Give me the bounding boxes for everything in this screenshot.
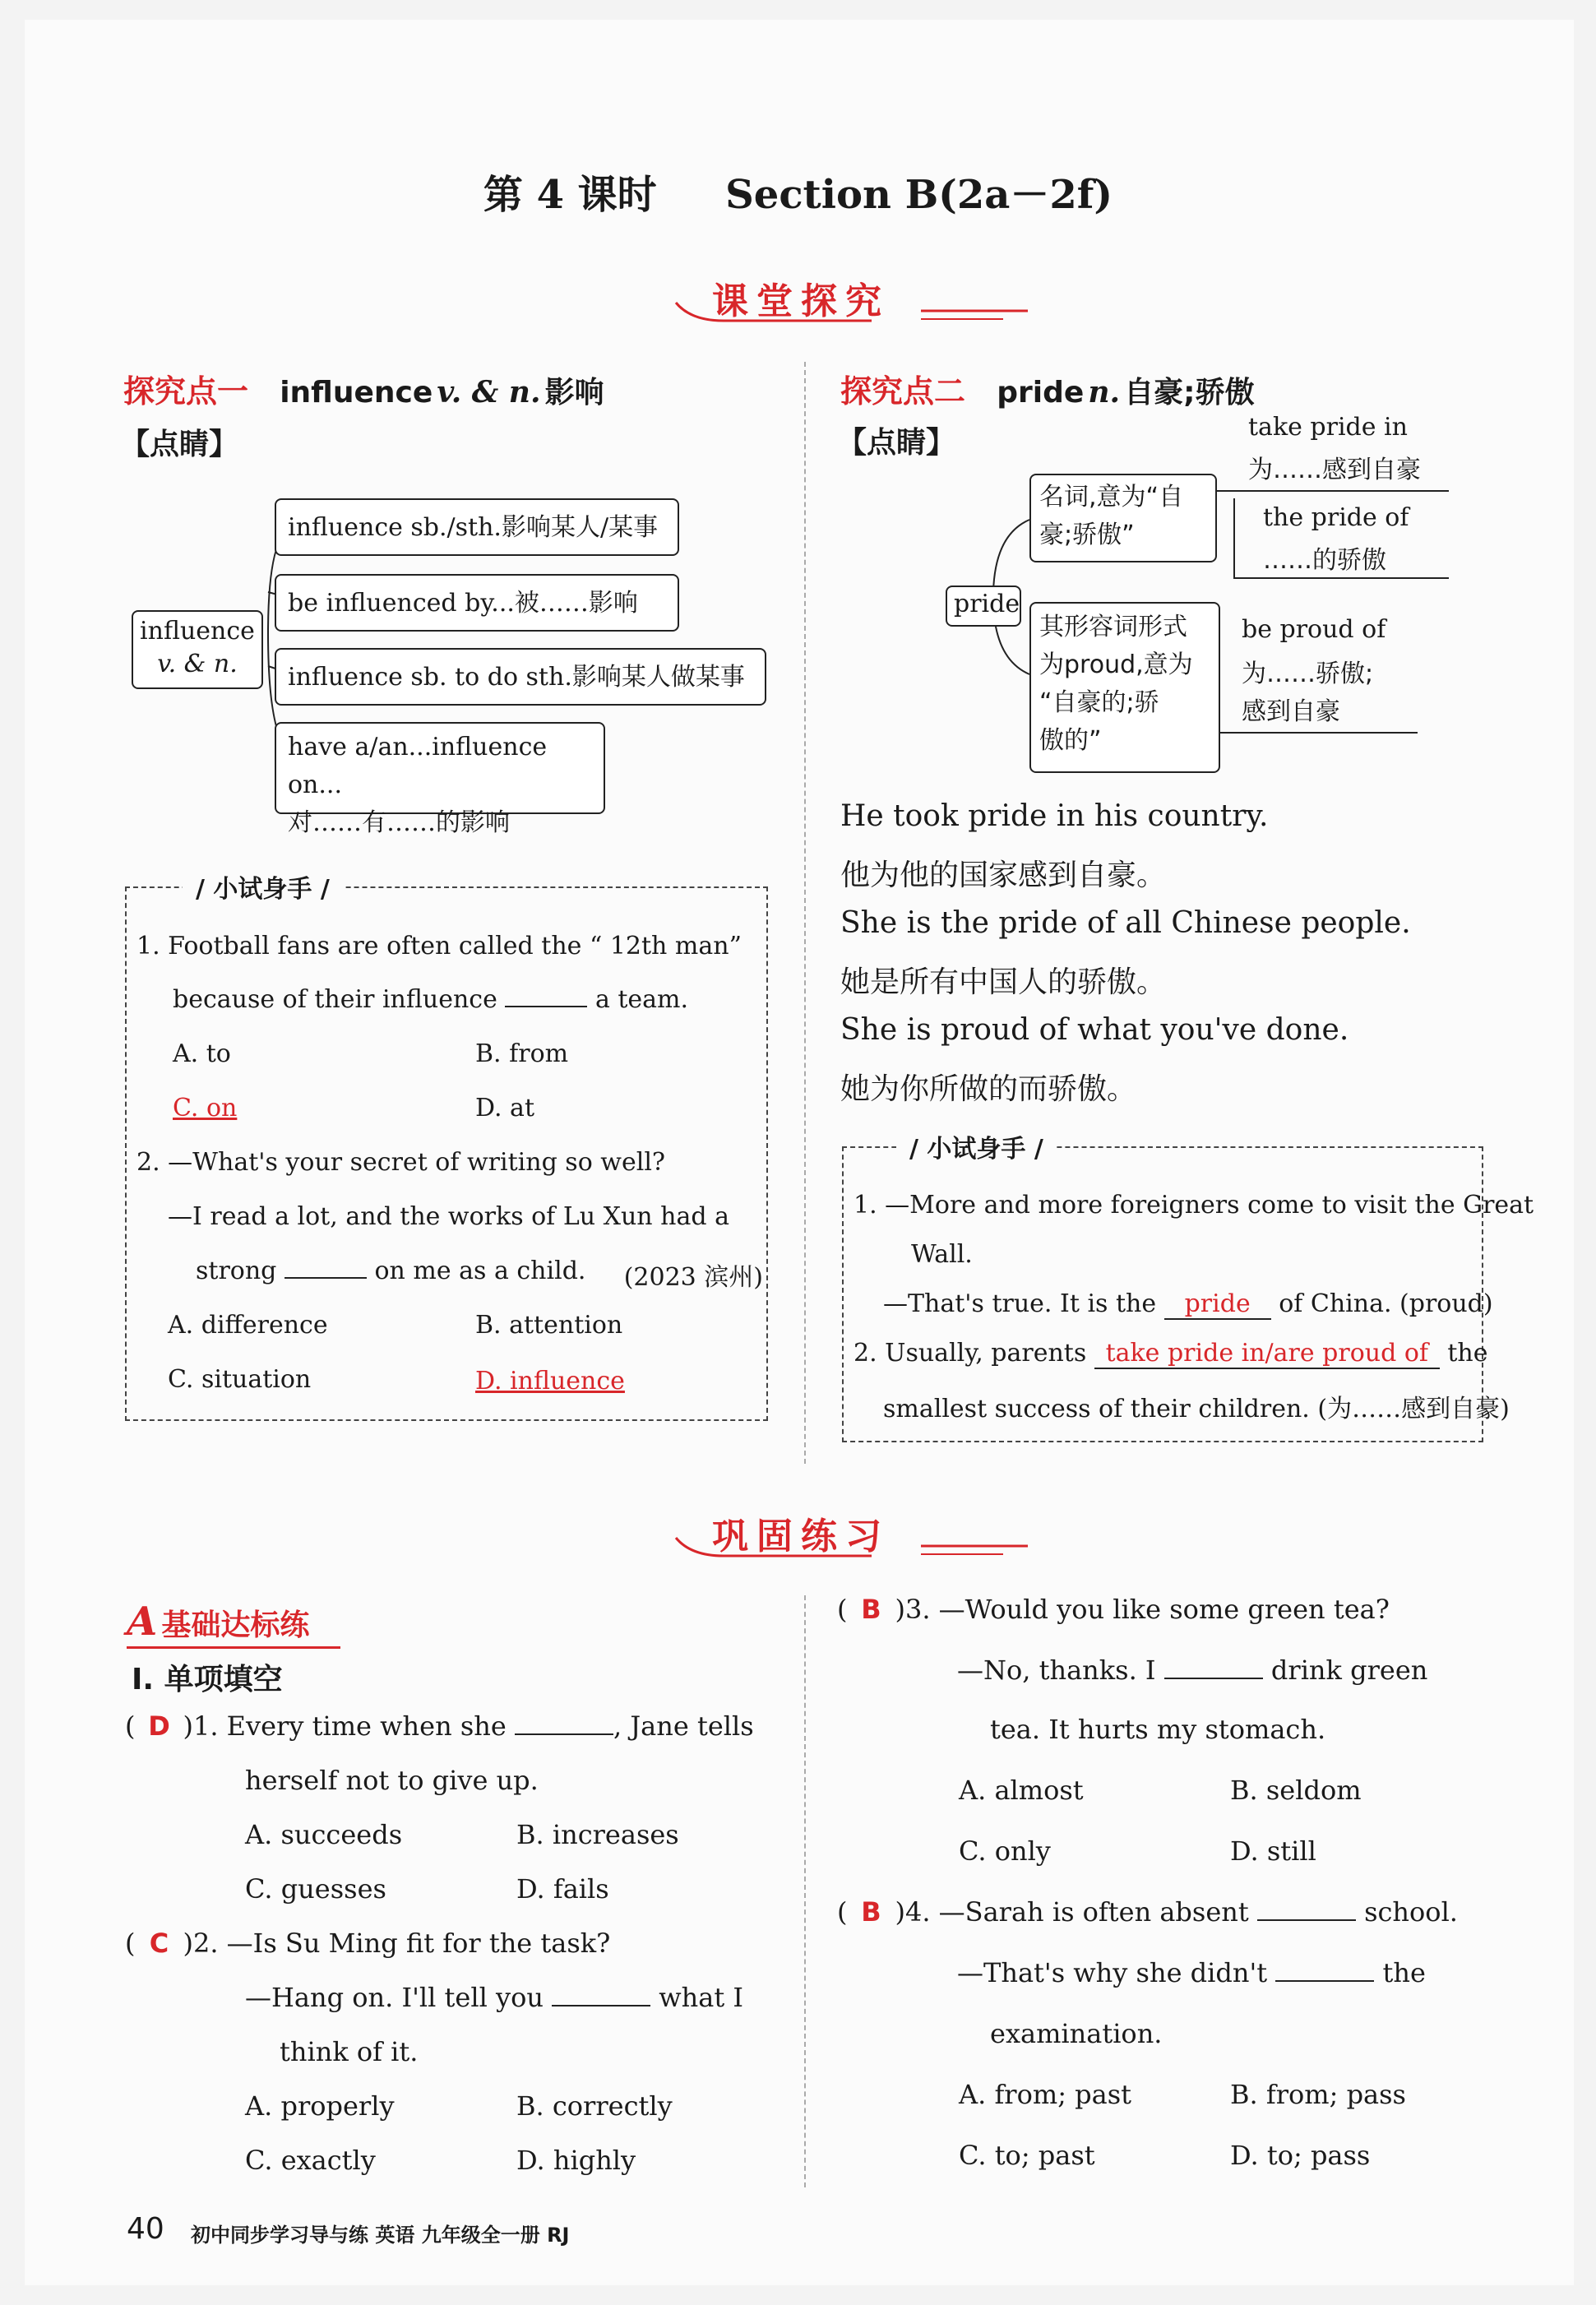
point1-meaning: 影响 — [544, 376, 604, 410]
q2-answer: C — [149, 1928, 169, 1959]
q4-blank-1 — [1257, 1919, 1356, 1921]
adj-box-line4: 傲的” — [1039, 726, 1102, 755]
q2-blank — [552, 2005, 650, 2006]
phrase2-bracket — [1233, 498, 1235, 577]
p2-q2-stem: 2. Usually, parents — [854, 1339, 1087, 1368]
example-2-en: She is the pride of all Chinese people. — [840, 906, 1411, 940]
adj-box-line1: 其形容词形式 — [1039, 613, 1187, 641]
p1-q2-option-d-answer: D. influence — [475, 1367, 625, 1395]
q4-line2 — [957, 1957, 1426, 1988]
q3-stem: )3. —Would you like some green tea? — [895, 1594, 1390, 1625]
p1-q1-option-b: B. from — [475, 1039, 569, 1068]
q3-blank — [1164, 1678, 1263, 1679]
point2-heading — [840, 366, 1255, 411]
point1-pos: v. & n. — [437, 375, 541, 410]
p2-q1-line1: 1. —More and more foreigners come to visit the Great — [854, 1191, 1534, 1220]
level-title: 基础达标练 — [161, 1608, 310, 1642]
p1-q1-stem: because of their influence — [173, 985, 497, 1014]
practice-section-heading: 巩固练习 — [712, 1516, 890, 1557]
p1-q2-source: (2023 滨州) — [623, 1263, 763, 1292]
example-1-en: He took pride in his country. — [840, 799, 1269, 833]
point2-quiz-title: / 小试身手 / — [896, 1128, 1057, 1164]
q1-option-b: B. increases — [516, 1819, 679, 1850]
q2-option-d: D. highly — [516, 2145, 636, 2176]
point2-noun-box — [1029, 474, 1217, 562]
phrase3-en: be proud of — [1242, 615, 1386, 644]
p1-q2-stem-end: on me as a child. — [374, 1257, 586, 1285]
root-pos: v. & n. — [157, 650, 238, 678]
quiz2-title-text: 小试身手 — [927, 1135, 1026, 1164]
part-heading: Ⅰ. 单项填空 — [132, 1663, 283, 1696]
q4-option-c: C. to; past — [959, 2140, 1095, 2171]
quiz-title-text: 小试身手 — [213, 875, 312, 904]
point2-word: pride — [997, 376, 1085, 410]
adj-box-line3: “自豪的;骄 — [1039, 688, 1159, 717]
p1-q2-line1: 2. —What's your secret of writing so well? — [136, 1148, 666, 1177]
phrase3-cn1: 为……骄傲; — [1242, 660, 1374, 688]
example-2-cn: 她是所有中国人的骄傲。 — [840, 965, 1167, 999]
phrase1-line — [1217, 490, 1449, 492]
phrase1-en: take pride in — [1248, 413, 1408, 442]
p2-q1-stem: —That's true. It is the — [883, 1289, 1157, 1318]
point1-branch-3: influence sb. to do sth.影响某人做某事 — [275, 648, 766, 706]
p1-q2-blank — [285, 1277, 367, 1279]
q2-option-b: B. correctly — [516, 2090, 673, 2122]
example-3-en: She is proud of what you've done. — [840, 1013, 1349, 1047]
q4-blank-2 — [1275, 1980, 1374, 1982]
q1-answer: D — [148, 1710, 170, 1742]
column-divider — [804, 362, 806, 1464]
q4-answer: B — [861, 1896, 881, 1928]
q1-line2: herself not to give up. — [245, 1765, 539, 1796]
phrase2-en: the pride of — [1263, 503, 1409, 532]
p1-q1-blank — [505, 1006, 587, 1007]
p2-q2-line1 — [854, 1339, 1487, 1369]
q3-line2 — [957, 1655, 1427, 1686]
practice-q1-line1: ( D )1. Every time when she , Jane tells — [125, 1710, 754, 1742]
practice-q4-line1: ( B )4. —Sarah is often absent school. — [837, 1896, 1458, 1928]
example-1-cn: 他为他的国家感到自豪。 — [840, 859, 1167, 892]
q4-option-b: B. from; pass — [1230, 2079, 1406, 2110]
q2-line2 — [245, 1982, 743, 2013]
p1-q1-line2 — [173, 985, 688, 1014]
p1-q2-option-a: A. difference — [168, 1311, 328, 1340]
q4-stem-end: school. — [1364, 1896, 1458, 1928]
point2-root-box: pride — [946, 586, 1021, 627]
point1-label: 探究点一 — [123, 373, 249, 410]
q4-line3: examination. — [990, 2018, 1163, 2049]
q3-option-b: B. seldom — [1230, 1775, 1362, 1806]
phrase2-line — [1233, 577, 1449, 579]
q2-stem-2: —Hang on. I'll tell you — [245, 1982, 544, 2013]
example-3-cn: 她为你所做的而骄傲。 — [840, 1072, 1137, 1106]
practice-level — [127, 1599, 340, 1649]
q4-stem-2-end: the — [1382, 1957, 1426, 1988]
point1-branch-2: be influenced by...被……影响 — [275, 574, 679, 632]
q2-option-a: A. properly — [245, 2090, 395, 2122]
p1-q2-option-c: C. situation — [168, 1365, 312, 1394]
point2-adj-box — [1029, 602, 1220, 773]
q2-line3: think of it. — [280, 2036, 419, 2067]
point2-meaning: 自豪;骄傲 — [1124, 376, 1255, 410]
point1-branch-4 — [275, 722, 605, 837]
page-number: 40 — [127, 2212, 164, 2246]
explore-heading-decoration — [674, 296, 1028, 329]
p1-q1-option-a: A. to — [173, 1039, 231, 1068]
q4-stem: )4. —Sarah is often absent — [895, 1896, 1249, 1928]
lesson-number: 第 4 课时 — [483, 172, 657, 218]
section-title: Section B(2a－2f) — [725, 172, 1113, 218]
phrase3-line — [1220, 732, 1418, 734]
q1-option-a: A. succeeds — [245, 1819, 403, 1850]
q3-option-d: D. still — [1230, 1835, 1316, 1867]
q1-option-d: D. fails — [516, 1873, 609, 1905]
practice-heading-decoration — [674, 1531, 1028, 1564]
q2-stem-2-end: what I — [659, 1982, 744, 2013]
p2-q2-answer: take pride in/are proud of — [1094, 1339, 1440, 1369]
q3-answer: B — [861, 1594, 881, 1625]
q1-stem: )1. Every time when she — [183, 1710, 507, 1742]
book-title: 初中同步学习导与练 英语 九年级全一册 RJ — [191, 2224, 570, 2247]
explore-section-heading: 课堂探究 — [712, 280, 890, 322]
q3-option-a: A. almost — [959, 1775, 1084, 1806]
phrase3-cn2: 感到自豪 — [1242, 697, 1340, 726]
point1-tip: 【点睛】 — [120, 428, 239, 461]
column-divider-lower — [804, 1595, 806, 2187]
page-title — [0, 163, 1596, 220]
q1-option-c: C. guesses — [245, 1873, 386, 1905]
noun-box-line1: 名词,意为“自 — [1039, 483, 1184, 511]
q3-option-c: C. only — [959, 1835, 1051, 1867]
level-underline — [127, 1646, 340, 1649]
q1-blank — [515, 1733, 613, 1735]
p1-q2-option-b: B. attention — [475, 1311, 623, 1340]
phrase2-cn: ……的骄傲 — [1263, 546, 1386, 575]
p2-q1-stem-end: of China. (proud) — [1279, 1289, 1493, 1318]
point2-label: 探究点二 — [840, 373, 966, 410]
p1-q2-line3 — [196, 1257, 763, 1293]
q3-stem-2-end: drink green — [1270, 1655, 1428, 1686]
point1-word: influence — [280, 376, 433, 410]
q4-stem-2: —That's why she didn't — [957, 1957, 1268, 1988]
q2-option-c: C. exactly — [245, 2145, 376, 2176]
q4-option-d: D. to; pass — [1230, 2140, 1371, 2171]
practice-q3-line1: ( B )3. —Would you like some green tea? — [837, 1594, 1390, 1625]
p1-q2-stem: strong — [196, 1257, 277, 1285]
point1-branch-1: influence sb./sth.影响某人/某事 — [275, 498, 679, 556]
branch-4-cn: 对……有……的影响 — [288, 808, 510, 837]
q3-stem-2: —No, thanks. I — [957, 1655, 1156, 1686]
p2-q1-answer: pride — [1164, 1289, 1271, 1320]
point1-root-box — [132, 610, 263, 689]
p2-q1-line3 — [883, 1289, 1493, 1320]
p1-q1-option-d: D. at — [475, 1094, 534, 1122]
q3-line3: tea. It hurts my stomach. — [990, 1714, 1326, 1745]
p2-q2-line2: smallest success of their children. (为……感到自豪) — [883, 1395, 1510, 1423]
branch-4-en: have a/an...influence on... — [288, 733, 548, 799]
q4-option-a: A. from; past — [959, 2079, 1131, 2110]
root-word: influence — [140, 617, 255, 646]
practice-q2-line1: ( C )2. —Is Su Ming fit for the task? — [125, 1928, 611, 1959]
level-mark: A — [127, 1599, 158, 1645]
noun-box-line2: 豪;骄傲” — [1039, 521, 1135, 549]
p1-q1-stem-end: a team. — [594, 985, 689, 1014]
point2-pos: n. — [1088, 375, 1121, 410]
p2-q2-stem-end: the — [1447, 1339, 1488, 1368]
p1-q1-option-c-answer: C. on — [173, 1094, 238, 1122]
q2-stem: )2. —Is Su Ming fit for the task? — [183, 1928, 611, 1959]
phrase1-cn: 为……感到自豪 — [1248, 456, 1421, 484]
p2-q1-line2: Wall. — [911, 1240, 973, 1269]
adj-box-line2: 为proud,意为 — [1039, 650, 1193, 679]
q1-stem-end: , Jane tells — [613, 1710, 754, 1742]
point2-tip: 【点睛】 — [837, 426, 956, 460]
point1-quiz-title: / 小试身手 / — [183, 868, 343, 905]
point1-heading — [123, 366, 604, 411]
p1-q1-line1: 1. Football fans are often called the “ 12th man” — [136, 932, 742, 960]
p1-q2-line2: —I read a lot, and the works of Lu Xun had a — [168, 1202, 729, 1231]
